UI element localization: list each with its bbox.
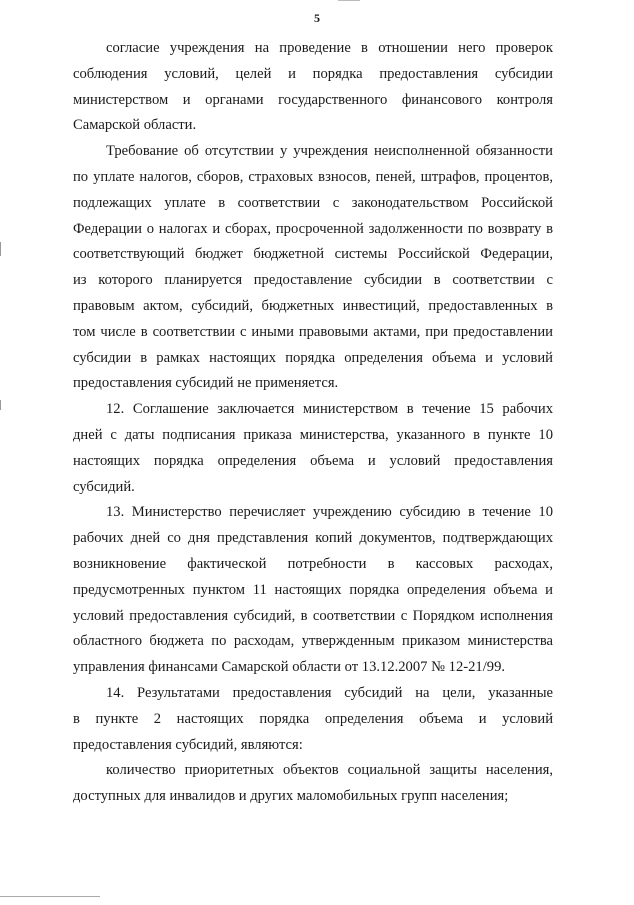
text-line: из которого планируется предоставление субсидии в соответствии с [73, 272, 553, 289]
text-line: согласие учреждения на проведение в отношении него проверок [106, 40, 553, 56]
text-line: соответствующий бюджет бюджетной системы Российской Федерации, [73, 246, 553, 263]
text-line: подлежащих уплате в соответствии с законодательством Российской [73, 194, 553, 211]
text-line: субсидии в рамках настоящих порядка определения объема и условий [73, 349, 553, 366]
scan-artifact-top [338, 0, 360, 1]
paragraph [73, 500, 553, 681]
text-line: том числе в соответствии с иными правовыми актами, при предоставлении [73, 323, 553, 340]
paragraph [73, 681, 553, 758]
text-line: 14. Результатами предоставления субсидий на цели, указанные [106, 684, 553, 701]
text-line: 13. Министерство перечисляет учреждению субсидию в течение 10 [106, 504, 553, 521]
text-line: предоставления субсидий не применяется. [73, 375, 339, 392]
scan-artifact-left [0, 400, 1, 410]
text-line: субсидий. [73, 478, 135, 495]
text-line: соблюдения условий, целей и порядка предоставления субсидии [73, 65, 553, 82]
scan-artifact-bottom [0, 896, 100, 897]
text-line: предоставления субсидий, являются: [73, 736, 303, 753]
text-line: доступных для инвалидов и других маломобильных групп населения; [73, 788, 509, 805]
page-number: 5 [314, 11, 320, 25]
paragraph [73, 36, 553, 139]
text-line: настоящих порядка определения объема и условий предоставления [73, 452, 553, 469]
text-line: управления финансами Самарской области от 13.12.2007 № 12-21/99. [73, 659, 506, 676]
document-body [73, 36, 553, 810]
text-line: правовым актом, субсидий, бюджетных инвестиций, предоставленных в [73, 297, 553, 314]
text-line: министерством и органами государственного финансового контроля [73, 91, 553, 108]
paragraph [73, 139, 553, 397]
text-line: 12. Соглашение заключается министерством в течение 15 рабочих [106, 401, 553, 418]
text-line: условий предоставления субсидий, в соответствии с Порядком исполнения [73, 607, 553, 624]
text-line: предусмотренных пунктом 11 настоящих порядка определения объема и [73, 581, 553, 598]
text-line: по уплате налогов, сборов, страховых взносов, пеней, штрафов, процентов, [73, 168, 553, 185]
text-line: Требование об отсутствии у учреждения неисполненной обязанности [106, 143, 553, 160]
text-line: возникновение фактической потребности в кассовых расходах, [73, 555, 553, 572]
text-line: Федерации о налогах и сборах, просроченной задолженности по возврату в [73, 220, 553, 237]
text-line: количество приоритетных объектов социальной защиты населения, [106, 762, 553, 779]
text-line: дней с даты подписания приказа министерства, указанного в пункте 10 [73, 426, 553, 443]
paragraph [73, 758, 553, 810]
scan-artifact-left [0, 242, 1, 256]
text-line: рабочих дней со дня представления копий документов, подтверждающих [73, 530, 553, 547]
text-line: Самарской области. [73, 117, 197, 134]
text-line: областного бюджета по расходам, утвержденным приказом министерства [73, 633, 553, 650]
text-line: в пункте 2 настоящих порядка определения объема и условий [73, 710, 553, 727]
paragraph [73, 397, 553, 500]
